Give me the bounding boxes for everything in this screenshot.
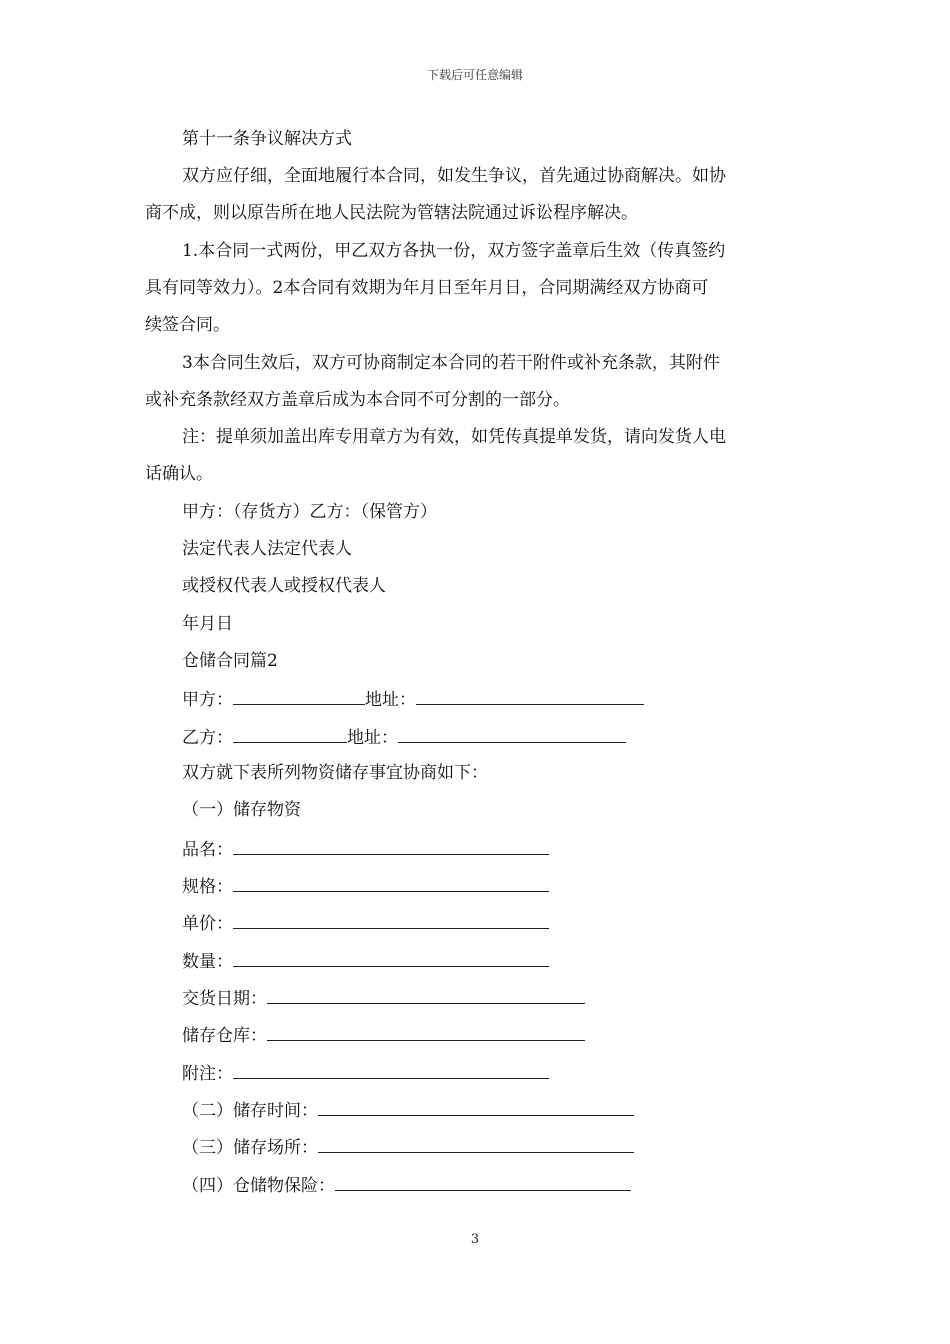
party-b-line	[182, 725, 626, 749]
paragraph-line: 具有同等效力）。2本合同有效期为年月日至年月日，合同期满经双方协商可	[145, 278, 709, 298]
field-warehouse-label: 储存仓库：	[182, 1026, 267, 1046]
field-note	[182, 1061, 549, 1085]
section-three-label: （三）储存场所：	[182, 1138, 318, 1158]
page-number: 3	[470, 1232, 480, 1247]
field-delivery-date	[182, 986, 585, 1010]
party-b-label: 乙方：	[182, 728, 233, 748]
authorized-line: 或授权代表人或授权代表人	[182, 576, 386, 596]
field-delivery-date-blank[interactable]	[267, 986, 585, 1004]
field-spec-label: 规格：	[182, 877, 233, 897]
section-two-label: （二）储存时间：	[182, 1101, 318, 1121]
paragraph-line: 话确认。	[145, 464, 213, 484]
party-a-label: 甲方：	[182, 690, 233, 710]
field-spec	[182, 874, 549, 898]
section-one-heading: （一）储存物资	[182, 800, 301, 820]
field-name-blank[interactable]	[233, 837, 549, 855]
paragraph-line: 或补充条款经双方盖章后成为本合同不可分割的一部分。	[145, 390, 570, 410]
field-price	[182, 911, 549, 935]
field-quantity-label: 数量：	[182, 952, 233, 972]
representative-line: 法定代表人法定代表人	[182, 539, 352, 559]
field-price-label: 单价：	[182, 914, 233, 934]
field-warehouse-blank[interactable]	[267, 1023, 585, 1041]
party-b-address-label: 地址：	[347, 728, 398, 748]
parties-line: 甲方：（存货方）乙方：（保管方）	[182, 502, 437, 522]
paragraph-line: 续签合同。	[145, 315, 230, 335]
section-two-blank[interactable]	[318, 1098, 634, 1116]
party-b-address-blank[interactable]	[398, 725, 626, 743]
field-name-label: 品名：	[182, 840, 233, 860]
clause-title: 第十一条争议解决方式	[182, 129, 352, 149]
field-name	[182, 837, 549, 861]
paragraph-line: 1.本合同一式两份，甲乙双方各执一份，双方签字盖章后生效（传真签约	[182, 241, 726, 261]
section-heading: 仓储合同篇2	[182, 651, 278, 671]
paragraph-line: 商不成，则以原告所在地人民法院为管辖法院通过诉讼程序解决。	[145, 203, 638, 223]
field-warehouse	[182, 1023, 585, 1047]
section-four	[182, 1173, 631, 1197]
field-quantity	[182, 949, 549, 973]
page-header: 下载后可任意编辑	[426, 68, 523, 82]
field-note-label: 附注：	[182, 1064, 233, 1084]
paragraph-line: 注：提单须加盖出库专用章方为有效，如凭传真提单发货，请向发货人电	[182, 427, 726, 447]
party-a-line	[182, 687, 644, 711]
field-quantity-blank[interactable]	[233, 949, 549, 967]
field-spec-blank[interactable]	[233, 874, 549, 892]
field-note-blank[interactable]	[233, 1061, 549, 1079]
party-a-address-blank[interactable]	[416, 687, 644, 705]
party-b-blank[interactable]	[233, 725, 347, 743]
agreement-intro: 双方就下表所列物资储存事宜协商如下：	[182, 763, 488, 783]
section-three-blank[interactable]	[318, 1135, 634, 1153]
section-three	[182, 1135, 634, 1159]
field-delivery-date-label: 交货日期：	[182, 989, 267, 1009]
section-four-label: （四）仓储物保险：	[182, 1176, 335, 1196]
date-line: 年月日	[182, 614, 233, 634]
paragraph-line: 双方应仔细，全面地履行本合同，如发生争议，首先通过协商解决。如协	[182, 166, 726, 186]
paragraph-line: 3本合同生效后，双方可协商制定本合同的若干附件或补充条款，其附件	[182, 353, 720, 373]
section-two	[182, 1098, 634, 1122]
field-price-blank[interactable]	[233, 911, 549, 929]
section-four-blank[interactable]	[335, 1173, 631, 1191]
party-a-blank[interactable]	[233, 687, 365, 705]
party-a-address-label: 地址：	[365, 690, 416, 710]
